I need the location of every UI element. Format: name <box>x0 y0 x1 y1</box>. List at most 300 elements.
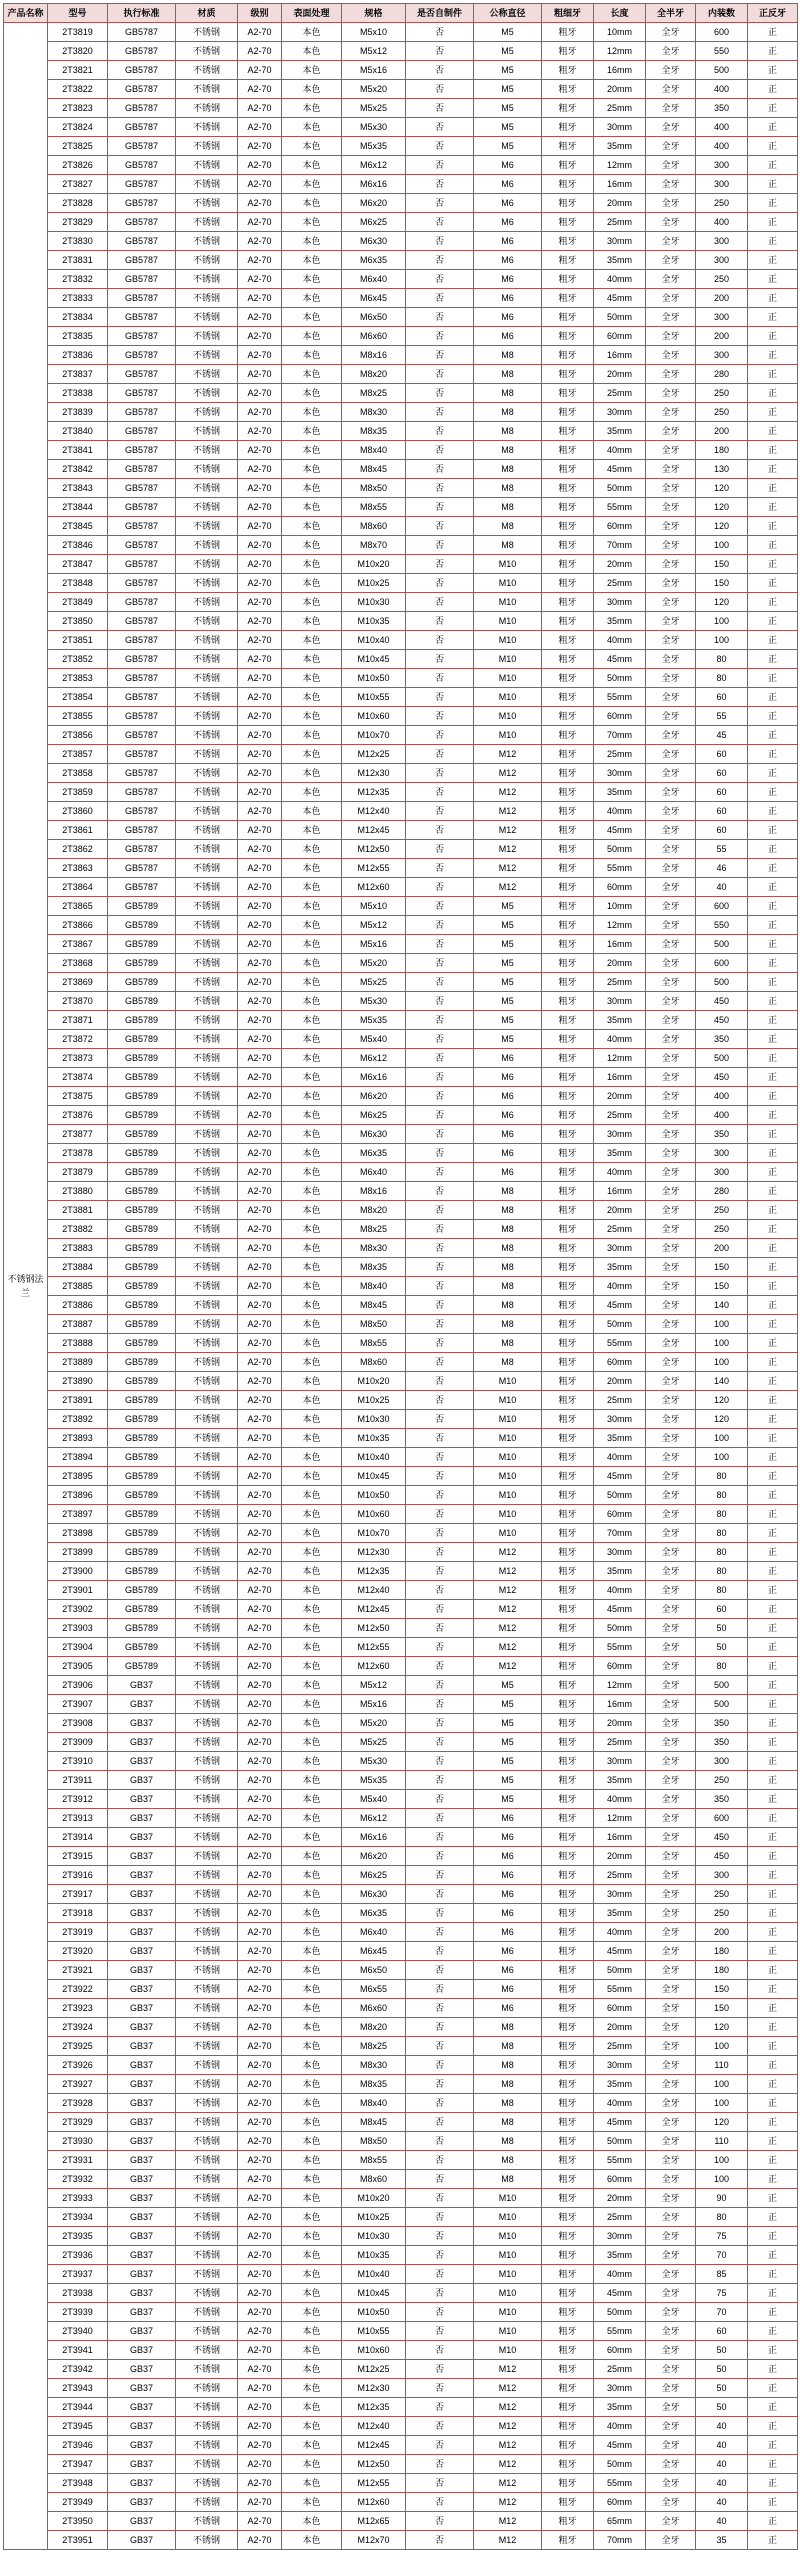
table-row <box>4 1334 798 1353</box>
cell-pack-qty: 50 <box>696 2379 748 2398</box>
cell-self-made: 否 <box>406 42 474 61</box>
cell-surface: 本色 <box>282 2341 342 2360</box>
cell-standard: GB5789 <box>108 1106 176 1125</box>
cell-length: 20mm <box>594 1847 646 1866</box>
cell-length: 20mm <box>594 1714 646 1733</box>
cell-thread-pitch: 粗牙 <box>542 2189 594 2208</box>
cell-length: 40mm <box>594 1581 646 1600</box>
cell-standard: GB5789 <box>108 992 176 1011</box>
cell-material: 不锈钢 <box>176 346 238 365</box>
cell-surface: 本色 <box>282 1676 342 1695</box>
cell-material: 不锈钢 <box>176 707 238 726</box>
cell-length: 30mm <box>594 1752 646 1771</box>
cell-model: 2T3924 <box>48 2018 108 2037</box>
cell-length: 70mm <box>594 2531 646 2550</box>
cell-direction: 正 <box>748 1885 798 1904</box>
table-row <box>4 2379 798 2398</box>
cell-thread-pitch: 粗牙 <box>542 2455 594 2474</box>
cell-direction: 正 <box>748 1714 798 1733</box>
cell-diameter: M6 <box>474 213 542 232</box>
cell-thread-pitch: 粗牙 <box>542 384 594 403</box>
cell-standard: GB37 <box>108 1999 176 2018</box>
cell-diameter: M12 <box>474 1657 542 1676</box>
table-row <box>4 1429 798 1448</box>
cell-self-made: 否 <box>406 479 474 498</box>
cell-length: 25mm <box>594 1733 646 1752</box>
cell-material: 不锈钢 <box>176 61 238 80</box>
table-row <box>4 726 798 745</box>
table-row <box>4 99 798 118</box>
cell-surface: 本色 <box>282 1125 342 1144</box>
cell-diameter: M10 <box>474 1372 542 1391</box>
cell-material: 不锈钢 <box>176 1828 238 1847</box>
cell-standard: GB37 <box>108 2379 176 2398</box>
cell-length: 16mm <box>594 346 646 365</box>
cell-diameter: M5 <box>474 897 542 916</box>
cell-length: 20mm <box>594 194 646 213</box>
cell-material: 不锈钢 <box>176 517 238 536</box>
cell-standard: GB5789 <box>108 1163 176 1182</box>
cell-surface: 本色 <box>282 2474 342 2493</box>
cell-direction: 正 <box>748 232 798 251</box>
cell-diameter: M6 <box>474 1999 542 2018</box>
cell-self-made: 否 <box>406 1429 474 1448</box>
cell-pack-qty: 140 <box>696 1296 748 1315</box>
cell-self-made: 否 <box>406 346 474 365</box>
cell-thread-pitch: 粗牙 <box>542 2094 594 2113</box>
cell-grade: A2-70 <box>238 1258 282 1277</box>
cell-diameter: M12 <box>474 2379 542 2398</box>
cell-surface: 本色 <box>282 1277 342 1296</box>
cell-standard: GB37 <box>108 1790 176 1809</box>
cell-self-made: 否 <box>406 384 474 403</box>
cell-diameter: M5 <box>474 1676 542 1695</box>
cell-thread-full: 全牙 <box>646 1429 696 1448</box>
cell-standard: GB5789 <box>108 1410 176 1429</box>
cell-diameter: M10 <box>474 631 542 650</box>
cell-surface: 本色 <box>282 1296 342 1315</box>
cell-model: 2T3948 <box>48 2474 108 2493</box>
cell-direction: 正 <box>748 2113 798 2132</box>
cell-pack-qty: 250 <box>696 1201 748 1220</box>
cell-length: 12mm <box>594 1049 646 1068</box>
cell-surface: 本色 <box>282 1562 342 1581</box>
cell-pack-qty: 600 <box>696 954 748 973</box>
table-row <box>4 2075 798 2094</box>
cell-model: 2T3833 <box>48 289 108 308</box>
cell-thread-pitch: 粗牙 <box>542 745 594 764</box>
cell-grade: A2-70 <box>238 1410 282 1429</box>
table-row <box>4 327 798 346</box>
cell-thread-pitch: 粗牙 <box>542 897 594 916</box>
cell-spec: M12x45 <box>342 2436 406 2455</box>
cell-pack-qty: 300 <box>696 156 748 175</box>
cell-thread-pitch: 粗牙 <box>542 327 594 346</box>
table-row <box>4 1733 798 1752</box>
cell-thread-pitch: 粗牙 <box>542 1182 594 1201</box>
cell-spec: M5x30 <box>342 118 406 137</box>
table-row <box>4 1904 798 1923</box>
cell-thread-full: 全牙 <box>646 1847 696 1866</box>
cell-grade: A2-70 <box>238 1695 282 1714</box>
cell-model: 2T3885 <box>48 1277 108 1296</box>
cell-surface: 本色 <box>282 1714 342 1733</box>
table-row <box>4 1030 798 1049</box>
cell-thread-pitch: 粗牙 <box>542 2208 594 2227</box>
cell-diameter: M8 <box>474 1220 542 1239</box>
cell-thread-pitch: 粗牙 <box>542 2398 594 2417</box>
cell-standard: GB5787 <box>108 707 176 726</box>
column-header: 内装数 <box>696 4 748 23</box>
cell-thread-full: 全牙 <box>646 1752 696 1771</box>
cell-thread-full: 全牙 <box>646 1581 696 1600</box>
cell-surface: 本色 <box>282 2417 342 2436</box>
cell-self-made: 否 <box>406 2189 474 2208</box>
cell-thread-full: 全牙 <box>646 1448 696 1467</box>
table-row <box>4 688 798 707</box>
table-row <box>4 1771 798 1790</box>
cell-surface: 本色 <box>282 346 342 365</box>
cell-surface: 本色 <box>282 137 342 156</box>
cell-grade: A2-70 <box>238 1562 282 1581</box>
table-row <box>4 2398 798 2417</box>
cell-self-made: 否 <box>406 2208 474 2227</box>
cell-surface: 本色 <box>282 1809 342 1828</box>
product-name-cell: 不锈钢法兰 <box>4 23 48 2550</box>
cell-spec: M10x25 <box>342 2208 406 2227</box>
table-row <box>4 669 798 688</box>
cell-pack-qty: 350 <box>696 1733 748 1752</box>
cell-material: 不锈钢 <box>176 821 238 840</box>
cell-length: 45mm <box>594 650 646 669</box>
table-row <box>4 1106 798 1125</box>
cell-spec: M12x40 <box>342 802 406 821</box>
cell-thread-full: 全牙 <box>646 992 696 1011</box>
cell-thread-full: 全牙 <box>646 1391 696 1410</box>
cell-standard: GB5787 <box>108 650 176 669</box>
cell-pack-qty: 400 <box>696 80 748 99</box>
cell-direction: 正 <box>748 802 798 821</box>
cell-grade: A2-70 <box>238 821 282 840</box>
cell-model: 2T3889 <box>48 1353 108 1372</box>
cell-self-made: 否 <box>406 2170 474 2189</box>
cell-thread-pitch: 粗牙 <box>542 1315 594 1334</box>
cell-thread-full: 全牙 <box>646 1486 696 1505</box>
cell-self-made: 否 <box>406 2227 474 2246</box>
cell-self-made: 否 <box>406 517 474 536</box>
column-header: 执行标准 <box>108 4 176 23</box>
cell-length: 50mm <box>594 669 646 688</box>
cell-standard: GB5787 <box>108 251 176 270</box>
cell-self-made: 否 <box>406 1923 474 1942</box>
cell-material: 不锈钢 <box>176 916 238 935</box>
table-row <box>4 745 798 764</box>
cell-self-made: 否 <box>406 422 474 441</box>
cell-self-made: 否 <box>406 289 474 308</box>
cell-model: 2T3937 <box>48 2265 108 2284</box>
cell-thread-pitch: 粗牙 <box>542 2417 594 2436</box>
cell-model: 2T3904 <box>48 1638 108 1657</box>
cell-material: 不锈钢 <box>176 2455 238 2474</box>
cell-thread-pitch: 粗牙 <box>542 1847 594 1866</box>
cell-direction: 正 <box>748 1049 798 1068</box>
cell-diameter: M12 <box>474 2417 542 2436</box>
cell-grade: A2-70 <box>238 2037 282 2056</box>
cell-thread-full: 全牙 <box>646 1733 696 1752</box>
header-row <box>4 4 798 23</box>
cell-direction: 正 <box>748 764 798 783</box>
table-row <box>4 384 798 403</box>
cell-direction: 正 <box>748 2379 798 2398</box>
cell-grade: A2-70 <box>238 897 282 916</box>
cell-spec: M5x12 <box>342 1676 406 1695</box>
cell-spec: M5x20 <box>342 954 406 973</box>
cell-grade: A2-70 <box>238 517 282 536</box>
cell-grade: A2-70 <box>238 1543 282 1562</box>
cell-model: 2T3923 <box>48 1999 108 2018</box>
cell-self-made: 否 <box>406 1144 474 1163</box>
cell-direction: 正 <box>748 2303 798 2322</box>
cell-diameter: M8 <box>474 2094 542 2113</box>
cell-diameter: M6 <box>474 194 542 213</box>
cell-surface: 本色 <box>282 1942 342 1961</box>
cell-direction: 正 <box>748 2151 798 2170</box>
cell-self-made: 否 <box>406 536 474 555</box>
cell-direction: 正 <box>748 1353 798 1372</box>
cell-model: 2T3887 <box>48 1315 108 1334</box>
cell-spec: M8x45 <box>342 460 406 479</box>
table-row <box>4 1600 798 1619</box>
cell-direction: 正 <box>748 137 798 156</box>
cell-standard: GB5787 <box>108 346 176 365</box>
cell-model: 2T3858 <box>48 764 108 783</box>
cell-grade: A2-70 <box>238 2075 282 2094</box>
cell-self-made: 否 <box>406 1999 474 2018</box>
cell-spec: M8x35 <box>342 422 406 441</box>
cell-diameter: M10 <box>474 688 542 707</box>
cell-direction: 正 <box>748 441 798 460</box>
cell-length: 45mm <box>594 1942 646 1961</box>
table-row <box>4 1809 798 1828</box>
cell-pack-qty: 450 <box>696 1847 748 1866</box>
cell-pack-qty: 40 <box>696 2512 748 2531</box>
cell-direction: 正 <box>748 2227 798 2246</box>
cell-self-made: 否 <box>406 1087 474 1106</box>
cell-standard: GB5787 <box>108 289 176 308</box>
cell-surface: 本色 <box>282 251 342 270</box>
cell-spec: M12x40 <box>342 1581 406 1600</box>
cell-thread-full: 全牙 <box>646 1144 696 1163</box>
cell-material: 不锈钢 <box>176 1467 238 1486</box>
table-row <box>4 251 798 270</box>
cell-spec: M5x30 <box>342 992 406 1011</box>
cell-thread-pitch: 粗牙 <box>542 1068 594 1087</box>
cell-surface: 本色 <box>282 1866 342 1885</box>
cell-grade: A2-70 <box>238 707 282 726</box>
column-header: 产品名称 <box>4 4 48 23</box>
cell-thread-full: 全牙 <box>646 1980 696 1999</box>
cell-pack-qty: 100 <box>696 2094 748 2113</box>
cell-standard: GB37 <box>108 2018 176 2037</box>
cell-direction: 正 <box>748 1999 798 2018</box>
cell-model: 2T3861 <box>48 821 108 840</box>
cell-direction: 正 <box>748 2075 798 2094</box>
cell-surface: 本色 <box>282 764 342 783</box>
cell-thread-pitch: 粗牙 <box>542 346 594 365</box>
cell-standard: GB37 <box>108 1923 176 1942</box>
column-header: 表面处理 <box>282 4 342 23</box>
cell-grade: A2-70 <box>238 688 282 707</box>
cell-direction: 正 <box>748 783 798 802</box>
cell-length: 35mm <box>594 1011 646 1030</box>
cell-thread-full: 全牙 <box>646 2151 696 2170</box>
cell-standard: GB37 <box>108 2208 176 2227</box>
cell-model: 2T3891 <box>48 1391 108 1410</box>
cell-model: 2T3883 <box>48 1239 108 1258</box>
cell-spec: M12x35 <box>342 2398 406 2417</box>
cell-surface: 本色 <box>282 878 342 897</box>
cell-standard: GB5787 <box>108 441 176 460</box>
cell-model: 2T3951 <box>48 2531 108 2550</box>
cell-pack-qty: 300 <box>696 175 748 194</box>
cell-material: 不锈钢 <box>176 1277 238 1296</box>
column-header: 粗细牙 <box>542 4 594 23</box>
cell-pack-qty: 60 <box>696 783 748 802</box>
cell-length: 40mm <box>594 1448 646 1467</box>
cell-self-made: 否 <box>406 2436 474 2455</box>
cell-pack-qty: 60 <box>696 2322 748 2341</box>
cell-thread-full: 全牙 <box>646 821 696 840</box>
cell-diameter: M12 <box>474 2455 542 2474</box>
cell-surface: 本色 <box>282 1372 342 1391</box>
cell-thread-full: 全牙 <box>646 118 696 137</box>
cell-model: 2T3876 <box>48 1106 108 1125</box>
cell-spec: M10x35 <box>342 2246 406 2265</box>
cell-thread-full: 全牙 <box>646 650 696 669</box>
cell-standard: GB37 <box>108 2227 176 2246</box>
cell-thread-full: 全牙 <box>646 1334 696 1353</box>
cell-spec: M8x35 <box>342 1258 406 1277</box>
table-row <box>4 2265 798 2284</box>
cell-diameter: M8 <box>474 2056 542 2075</box>
cell-material: 不锈钢 <box>176 232 238 251</box>
cell-length: 25mm <box>594 973 646 992</box>
cell-direction: 正 <box>748 213 798 232</box>
table-row <box>4 517 798 536</box>
cell-pack-qty: 180 <box>696 1961 748 1980</box>
cell-thread-pitch: 粗牙 <box>542 1429 594 1448</box>
cell-spec: M12x55 <box>342 2474 406 2493</box>
cell-spec: M6x30 <box>342 232 406 251</box>
cell-spec: M10x30 <box>342 593 406 612</box>
cell-model: 2T3851 <box>48 631 108 650</box>
cell-thread-pitch: 粗牙 <box>542 1581 594 1600</box>
table-row <box>4 1201 798 1220</box>
cell-thread-full: 全牙 <box>646 479 696 498</box>
cell-standard: GB5787 <box>108 422 176 441</box>
cell-standard: GB37 <box>108 2037 176 2056</box>
cell-thread-full: 全牙 <box>646 251 696 270</box>
cell-self-made: 否 <box>406 1809 474 1828</box>
cell-spec: M10x20 <box>342 2189 406 2208</box>
cell-length: 45mm <box>594 1467 646 1486</box>
cell-diameter: M8 <box>474 536 542 555</box>
cell-grade: A2-70 <box>238 23 282 42</box>
cell-direction: 正 <box>748 1296 798 1315</box>
cell-self-made: 否 <box>406 99 474 118</box>
column-header: 长度 <box>594 4 646 23</box>
cell-material: 不锈钢 <box>176 2189 238 2208</box>
cell-standard: GB5789 <box>108 1581 176 1600</box>
cell-length: 40mm <box>594 802 646 821</box>
cell-standard: GB5787 <box>108 878 176 897</box>
table-row <box>4 954 798 973</box>
cell-thread-full: 全牙 <box>646 1999 696 2018</box>
cell-pack-qty: 80 <box>696 1581 748 1600</box>
cell-grade: A2-70 <box>238 2417 282 2436</box>
cell-length: 30mm <box>594 1543 646 1562</box>
table-row <box>4 1847 798 1866</box>
cell-diameter: M12 <box>474 764 542 783</box>
cell-thread-full: 全牙 <box>646 2455 696 2474</box>
cell-thread-full: 全牙 <box>646 2531 696 2550</box>
cell-spec: M10x30 <box>342 1410 406 1429</box>
cell-standard: GB37 <box>108 1676 176 1695</box>
cell-material: 不锈钢 <box>176 1505 238 1524</box>
cell-model: 2T3855 <box>48 707 108 726</box>
cell-diameter: M5 <box>474 935 542 954</box>
cell-standard: GB5789 <box>108 1011 176 1030</box>
cell-length: 40mm <box>594 631 646 650</box>
cell-pack-qty: 70 <box>696 2303 748 2322</box>
cell-spec: M5x12 <box>342 916 406 935</box>
cell-length: 65mm <box>594 2512 646 2531</box>
cell-diameter: M8 <box>474 1334 542 1353</box>
cell-spec: M8x20 <box>342 1201 406 1220</box>
cell-thread-full: 全牙 <box>646 1524 696 1543</box>
cell-material: 不锈钢 <box>176 1714 238 1733</box>
cell-spec: M12x25 <box>342 745 406 764</box>
cell-diameter: M8 <box>474 2018 542 2037</box>
cell-direction: 正 <box>748 460 798 479</box>
cell-material: 不锈钢 <box>176 1334 238 1353</box>
cell-thread-pitch: 粗牙 <box>542 289 594 308</box>
cell-standard: GB37 <box>108 1961 176 1980</box>
cell-thread-full: 全牙 <box>646 42 696 61</box>
table-row <box>4 1790 798 1809</box>
cell-length: 35mm <box>594 137 646 156</box>
cell-standard: GB37 <box>108 1980 176 1999</box>
cell-standard: GB5789 <box>108 1296 176 1315</box>
cell-length: 55mm <box>594 498 646 517</box>
cell-direction: 正 <box>748 1657 798 1676</box>
cell-length: 50mm <box>594 479 646 498</box>
cell-thread-full: 全牙 <box>646 1923 696 1942</box>
cell-model: 2T3856 <box>48 726 108 745</box>
cell-spec: M6x60 <box>342 1999 406 2018</box>
cell-self-made: 否 <box>406 403 474 422</box>
cell-pack-qty: 40 <box>696 2417 748 2436</box>
cell-pack-qty: 250 <box>696 403 748 422</box>
cell-standard: GB5789 <box>108 1353 176 1372</box>
cell-surface: 本色 <box>282 2170 342 2189</box>
table-row <box>4 1980 798 1999</box>
cell-diameter: M6 <box>474 1942 542 1961</box>
cell-thread-pitch: 粗牙 <box>542 1714 594 1733</box>
cell-length: 16mm <box>594 1828 646 1847</box>
cell-pack-qty: 500 <box>696 61 748 80</box>
cell-standard: GB37 <box>108 2056 176 2075</box>
